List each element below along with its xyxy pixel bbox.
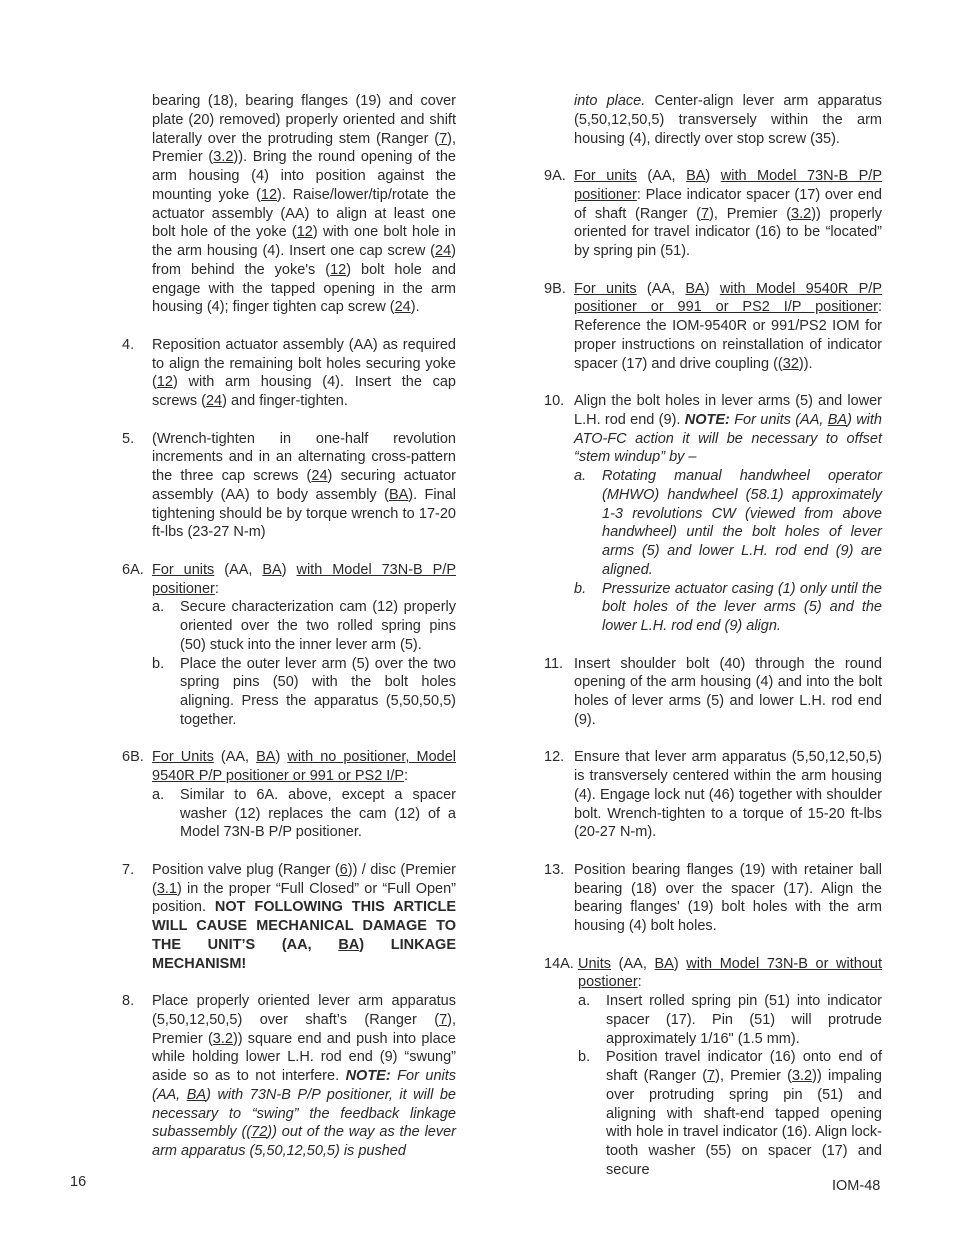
text-run: 6	[339, 861, 348, 878]
text-run: 3.1	[156, 880, 178, 897]
substep	[152, 655, 456, 730]
procedure-step	[122, 861, 456, 974]
text-run: For units	[152, 561, 215, 578]
text-run: 24	[311, 468, 328, 484]
text-run: : Place indicator spacer (17) over end of shaft (Ranger (	[574, 186, 882, 222]
text-run: )) square end and push into place while holding lower L.H. rod end (9) “swung” aside so as to not interfere.	[152, 1030, 456, 1084]
step-body	[574, 655, 882, 730]
text-run: ). Raise/lower/tip/rotate the actuator assembly (AA) to align at least one bolt hole of the yoke (	[152, 186, 456, 241]
text-run: ) from behind the yoke's (	[152, 243, 456, 278]
step-body	[152, 336, 456, 411]
procedure-step	[544, 655, 882, 730]
substep	[574, 467, 882, 580]
text-run: ), Premier (	[709, 205, 792, 222]
substep-letter: b.	[574, 580, 587, 597]
step-number: 6A.	[122, 561, 144, 578]
procedure-step	[544, 167, 882, 261]
step-number: 9A.	[544, 168, 566, 184]
page-number: 16	[70, 1174, 87, 1190]
substep-text	[606, 992, 882, 1048]
substep	[578, 992, 882, 1048]
step-text	[152, 992, 456, 1161]
text-run: ) with 73N-B P/P positioner, it will be necessary to “swing” the feedback linkage subassembly ((	[152, 1086, 456, 1141]
text-run: BA	[388, 486, 409, 503]
substep-letter: b.	[152, 655, 165, 672]
text-run: ) and finger-tighten.	[222, 393, 348, 409]
text-run: NOTE:	[684, 411, 730, 428]
text-run: (AA,	[611, 955, 655, 972]
step-text	[578, 955, 882, 993]
substep	[578, 1048, 882, 1179]
text-run: Pressurize actuator casing (1) only until the bolt holes of the lever arms (5) and the lower L.H. rod end (9) align.	[602, 580, 882, 634]
text-run: 32	[782, 355, 799, 372]
text-run: Align the bolt holes in lever arms (5) and lower L.H. rod end (9).	[574, 393, 882, 428]
procedure-step	[544, 748, 882, 842]
procedure-step	[544, 280, 882, 374]
text-run: )	[704, 280, 720, 297]
step-body	[152, 861, 456, 974]
text-run: ) with ATO-FC action it will be necessary to offset “stem windup” by –	[574, 411, 882, 466]
right-column	[544, 92, 882, 1198]
text-run: NOTE:	[345, 1068, 391, 1084]
text-run: Reposition actuator assembly (AA) as required to align the remaining bolt holes securing yoke (	[152, 336, 456, 391]
step-text	[574, 280, 882, 374]
text-run: with Model 73N-B P/P positioner	[152, 561, 457, 597]
text-run: 3.2	[213, 149, 234, 166]
continued-text	[574, 92, 882, 148]
procedure-step	[122, 430, 456, 543]
step-number: 7.	[122, 861, 135, 878]
text-run: 12	[156, 374, 173, 391]
text-run: (AA,	[636, 280, 686, 297]
text-run: (AA,	[214, 561, 263, 578]
step-text	[152, 748, 456, 786]
text-run: Insert rolled spring pin (51) into indicator spacer (17). Pin (51) will protrude approximately 1/16" (1.5 mm).	[606, 993, 882, 1047]
text-run: )) / disc (Premier (	[152, 861, 456, 897]
text-run: )) properly oriented for travel indicator (16) to be “located” by spring pin (51).	[574, 205, 882, 259]
text-run: )).	[798, 355, 813, 372]
text-run: Ensure that lever arm apparatus (5,50,12,50,5) is transversely centered within the arm housing (4). Engage lock nut (46) together with shoulder bolt. Wrench-tighten to a torque of 15-20 ft-lbs (20-27 N-m).	[574, 749, 882, 841]
text-run: )	[275, 749, 288, 766]
text-run: 7	[439, 130, 448, 147]
substep-letter: a.	[152, 786, 165, 803]
text-run: : Reference the IOM-9540R or 991/PS2 IOM for proper instructions on reinstallation of indicator spacer (17) and drive coupling ((	[574, 299, 882, 372]
text-run: Rotating manual handwheel operator (MHWO) handwheel (58.1) approximately 1-3 revolutions CW (viewed from above handwheel) until the bolt holes of lever arms (5) and lower L.H. rod end (9) are aligned.	[602, 468, 882, 578]
step-body	[574, 280, 882, 374]
document-code: IOM-48	[832, 1178, 881, 1194]
text-run: BA	[654, 955, 674, 972]
continued-text	[152, 92, 456, 317]
text-run: ), Premier (	[152, 130, 456, 166]
step-number: 4.	[122, 336, 135, 353]
step-number: 9B.	[544, 280, 566, 297]
step-number: 13.	[544, 861, 565, 878]
text-run: 24	[394, 299, 411, 316]
text-run: For units	[574, 280, 637, 297]
text-run: )	[705, 168, 721, 184]
substep	[152, 786, 456, 842]
text-run: 24	[435, 243, 452, 259]
step-body	[152, 748, 456, 842]
substep-text	[180, 786, 456, 842]
text-run: with Model 9540R P/P positioner or 991 or PS2 I/P positioner	[574, 280, 882, 316]
text-run: :	[404, 768, 409, 784]
text-run: 7	[707, 1068, 716, 1084]
step-body	[578, 955, 882, 1180]
step-text	[152, 861, 456, 974]
text-run: :	[637, 974, 642, 991]
step-number: 5.	[122, 430, 135, 447]
text-run: NOT FOLLOWING THIS ARTICLE WILL CAUSE MECHANICAL DAMAGE TO THE UNIT’S (AA,	[152, 899, 456, 953]
text-run: ) LINKAGE MECHANISM!	[152, 936, 457, 972]
step-number: 10.	[544, 393, 565, 409]
continued-paragraph	[544, 92, 882, 148]
text-run: )	[673, 955, 687, 972]
procedure-step	[544, 861, 882, 936]
text-run: BA	[686, 168, 706, 184]
text-run: Place the outer lever arm (5) over the two spring pins (50) with the bolt holes aligning. Press the apparatus (5,50,50,5) together.	[180, 655, 456, 728]
text-run: BA	[685, 280, 705, 297]
text-run: )) impaling over protruding spring pin (51) and aligning with shaft-end tapped opening with hole in travel indicator (16). Align lock-tooth washer (55) on spacer (17) and secure	[606, 1068, 882, 1178]
text-run: Place properly oriented lever arm apparatus (5,50,12,50,5) over shaft’s (Ranger (	[152, 993, 456, 1028]
procedure-step	[122, 336, 456, 411]
text-run: (AA,	[213, 749, 257, 766]
text-run: ), Premier (	[152, 1011, 456, 1047]
text-run: For Units	[152, 749, 214, 766]
text-run: BA	[256, 749, 276, 766]
step-body	[152, 430, 456, 543]
text-run: Similar to 6A. above, except a spacer washer (12) replaces the cam (12) of a Model 73N-B P/P positioner.	[180, 786, 456, 841]
procedure-step	[122, 748, 456, 842]
step-text	[574, 748, 882, 842]
text-run: ), Premier (	[715, 1068, 792, 1084]
step-body	[574, 392, 882, 636]
substep-text	[602, 467, 882, 580]
substep-text	[180, 655, 456, 730]
substep-letter: a.	[574, 468, 587, 484]
step-text	[574, 167, 882, 261]
text-run: BA	[262, 561, 282, 578]
text-run: ). Final tightening should be by torque wrench to 17-20 ft-lbs (23-27 N-m)	[152, 486, 456, 541]
text-run: For units (AA,	[729, 411, 828, 428]
continued-paragraph	[122, 92, 456, 317]
text-run: bearing (18), bearing flanges (19) and cover plate (20) removed) properly oriented and shift laterally over the protruding stem (Ranger (	[152, 93, 456, 147]
text-run: 7	[701, 205, 710, 222]
step-text	[574, 392, 882, 467]
text-run: BA	[827, 411, 848, 428]
text-run: with no positioner, Model 9540R P/P positioner or 991 or PS2 I/P	[152, 749, 456, 784]
step-number: 14A.	[544, 955, 574, 972]
substep-letter: b.	[578, 1049, 591, 1066]
text-run: ) securing actuator assembly (AA) to body assembly (	[152, 468, 456, 503]
text-run: Position valve plug (Ranger (	[152, 861, 340, 878]
procedure-step	[544, 955, 882, 1180]
substep-text	[602, 580, 882, 636]
text-run: 7	[439, 1011, 448, 1028]
text-run: Center-align lever arm apparatus (5,50,12,50,5) transversely within the arm housing (4), directly over stop screw (35).	[574, 93, 882, 147]
text-run: )	[281, 561, 297, 578]
text-run: 12	[260, 186, 278, 203]
substep-letter: a.	[578, 993, 591, 1009]
text-run: :	[214, 580, 219, 597]
text-run: with Model 73N-B or without postioner	[578, 955, 882, 991]
step-number: 12.	[544, 749, 565, 766]
text-run: ) in the proper “Full Closed” or “Full Open” position.	[152, 880, 456, 916]
text-run: (AA,	[636, 168, 687, 184]
text-run: For units (AA,	[152, 1068, 457, 1103]
step-text	[574, 861, 882, 936]
text-run: ) bolt hole and engage with the tapped opening in the arm housing (4); finger tighten cap screw (	[152, 261, 456, 316]
procedure-step	[122, 561, 456, 730]
text-run: into place.	[574, 93, 646, 109]
text-run: ) with arm housing (4). Insert the cap screws (	[152, 374, 456, 409]
text-run: with Model 73N-B P/P positioner	[574, 168, 882, 203]
step-body	[574, 861, 882, 936]
substep-text	[180, 598, 456, 654]
step-body	[574, 167, 882, 261]
text-run: 3.2	[791, 205, 812, 222]
left-column	[122, 92, 456, 1180]
step-number: 11.	[544, 655, 564, 672]
step-body	[152, 561, 456, 730]
text-run: 24	[205, 393, 223, 409]
text-run: (Wrench-tighten in one-half revolution increments and in an alternating cross-pattern the three cap screws (	[152, 430, 456, 484]
procedure-step	[122, 992, 456, 1161]
text-run: ) with one bolt hole in the arm housing (4). Insert one cap screw (	[152, 224, 456, 259]
text-run: 72	[251, 1124, 268, 1141]
text-run: )) out of the way as the lever arm apparatus (5,50,12,50,5) is pushed	[152, 1124, 456, 1159]
text-run: Units	[578, 955, 612, 972]
step-body	[574, 748, 882, 842]
text-run: ).	[410, 299, 420, 316]
step-text	[574, 655, 882, 730]
text-run: )). Bring the round opening of the arm housing (4) into position against the mounting yoke (	[152, 149, 456, 203]
text-run: 12	[330, 261, 347, 278]
substep-letter: a.	[152, 599, 165, 616]
text-run: Position travel indicator (16) onto end of shaft (Ranger (	[606, 1049, 882, 1084]
procedure-step	[544, 392, 882, 636]
text-run: BA	[338, 936, 360, 953]
step-text	[152, 336, 456, 411]
text-run: 3.2	[791, 1068, 813, 1084]
step-number: 8.	[122, 993, 135, 1009]
substep	[574, 580, 882, 636]
text-run: BA	[186, 1086, 207, 1103]
text-run: 3.2	[212, 1030, 233, 1047]
text-run: Secure characterization cam (12) properly oriented over the two rolled spring pins (50) stuck into the inner lever arm (5).	[180, 599, 456, 653]
step-text	[152, 561, 456, 599]
step-text	[152, 430, 456, 543]
text-run: Insert shoulder bolt (40) through the round opening of the arm housing (4) and into the bolt holes of lever arms (5) and lower L.H. rod end (9).	[574, 655, 882, 728]
step-body	[152, 992, 456, 1161]
substep-text	[606, 1048, 882, 1179]
substep	[152, 598, 456, 654]
step-number: 6B.	[122, 749, 144, 766]
text-run: 12	[296, 224, 313, 241]
text-run: Position bearing flanges (19) with retainer ball bearing (18) over the spacer (17). Align the bearing flanges' (19) bolt holes with the arm housing (4) bolt holes.	[574, 861, 882, 934]
text-run: For units	[574, 168, 637, 184]
